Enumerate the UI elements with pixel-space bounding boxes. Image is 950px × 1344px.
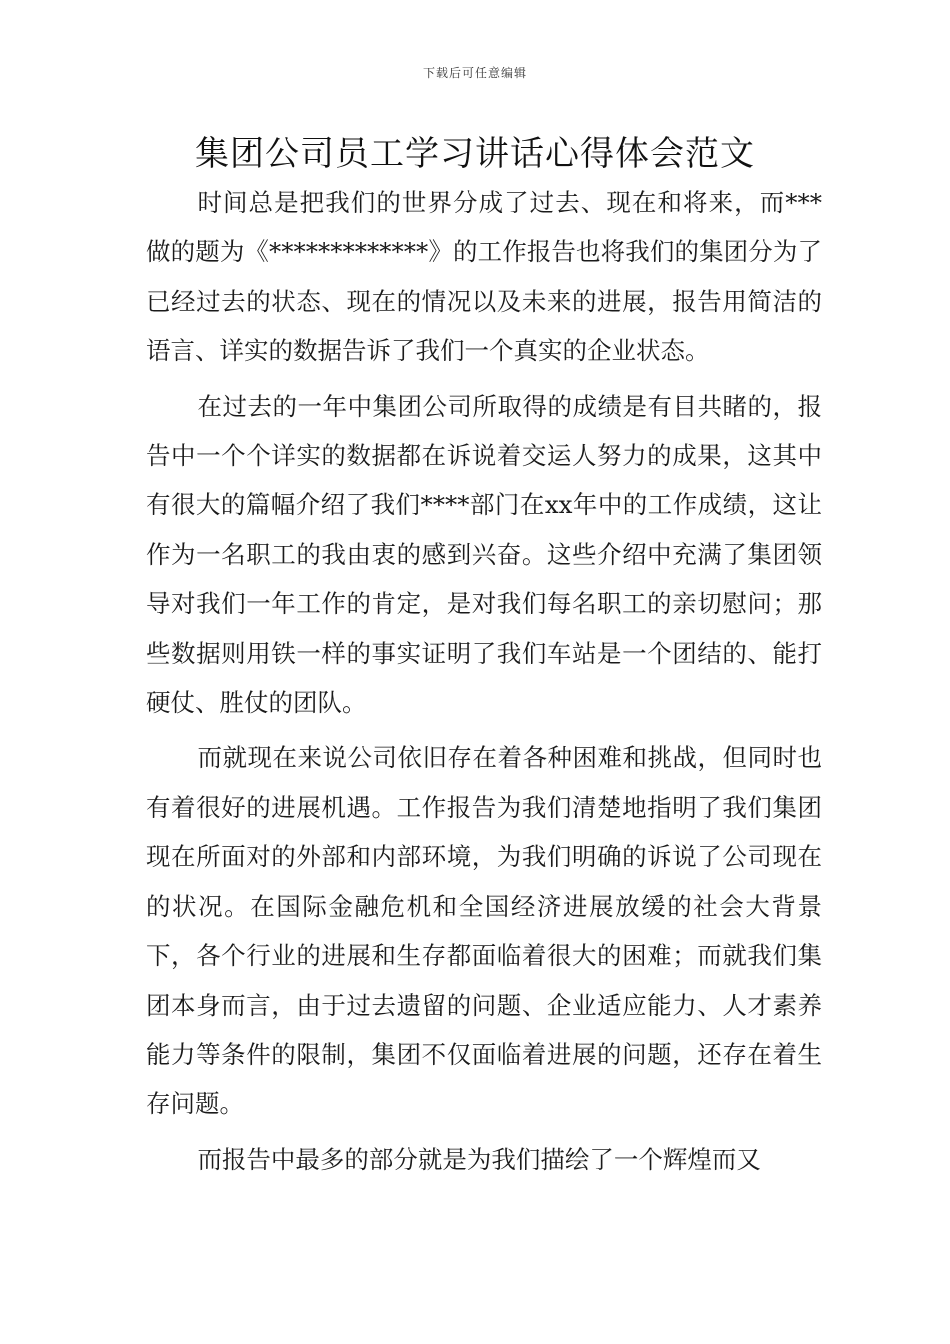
page-header-note: 下载后可任意编辑	[422, 66, 527, 80]
paragraph-2: 在过去的一年中集团公司所取得的成绩是有目共睹的，报告中一个个详实的数据都在诉说着交运人努力的成果，这其中有很大的篇幅介绍了我们****部门在xx年中的工作成绩，这让作为一名职工的我由衷的感到兴奋。这些介绍中充满了集团领导对我们一年工作的肯定，是对我们每名职工的亲切慰问；那些数据则用铁一样的事实证明了我们车站是一个团结的、能打硬仗、胜仗的团队。	[146, 391, 822, 718]
paragraph-3: 而就现在来说公司依旧存在着各种困难和挑战，但同时也有着很好的进展机遇。工作报告为我们清楚地指明了我们集团现在所面对的外部和内部环境，为我们明确的诉说了公司现在的状况。在国际金融危机和全国经济进展放缓的社会大背景下，各个行业的进展和生存都面临着很大的困难；而就我们集团本身而言，由于过去遗留的问题、企业适应能力、人才素养能力等条件的限制，集团不仅面临着进展的问题，还存在着生存问题。	[146, 743, 822, 1119]
paragraph-1: 时间总是把我们的世界分成了过去、现在和将来，而***做的题为《*************》的工作报告也将我们的集团分为了已经过去的状态、现在的情况以及未来的进展，报告用简洁的语言、详实的数据告诉了我们一个真实的企业状态。	[146, 188, 822, 366]
paragraph-4: 而报告中最多的部分就是为我们描绘了一个辉煌而又	[197, 1144, 761, 1174]
document-title: 集团公司员工学习讲话心得体会范文	[195, 134, 755, 174]
document-body	[146, 178, 822, 1184]
